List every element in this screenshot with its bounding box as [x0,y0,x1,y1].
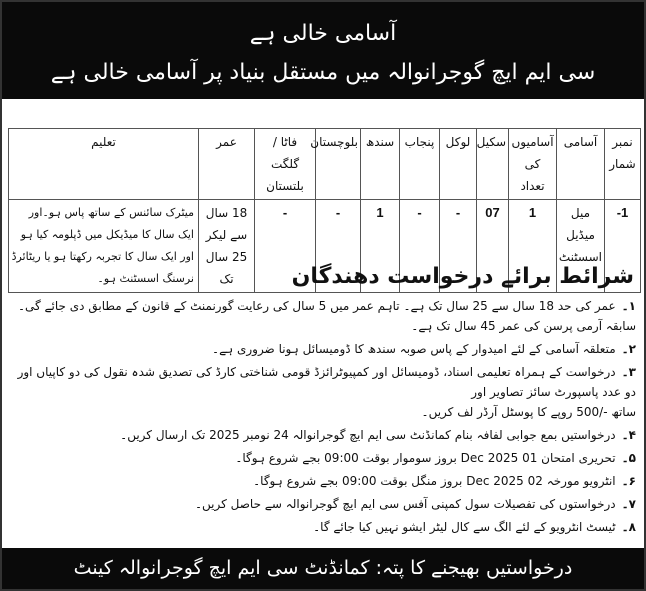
conditions-heading: شرائط برائے درخواست دھندگان [291,264,634,289]
col-age: عمر [199,129,255,200]
condition-index: ۸۔ [621,520,636,534]
cell-local: - [440,200,477,293]
condition-item [10,517,636,537]
conditions-list [10,296,636,540]
condition-index: ۷۔ [621,497,636,511]
condition-item [10,448,636,468]
condition-index: ۳۔ [621,365,636,379]
cell-punjab: - [400,200,440,293]
cell-age: 18 سال سے لیکر 25 سال تک [199,200,255,293]
condition-text: ٹیسٹ انٹرویو کے لئے الگ سے کال لیٹر ایشو نہیں کیا جائے گا۔ [313,520,616,534]
condition-index: ۱۔ [621,299,636,313]
condition-text: درخواستیں بمع جوابی لفافہ بنام کمانڈنٹ سی ایم ایچ گوجرانوالہ 24 نومبر 2025 تک ارسال کریں۔ [120,428,616,442]
col-serial: نمبر شمار [605,129,641,200]
condition-text: تحریری امتحان 01 Dec 2025 بروز سوموار بوقت 09:00 بجے شروع ہوگا۔ [235,451,616,465]
cell-scale: 07 [477,200,509,293]
table-header-row [9,129,641,200]
condition-index: ۶۔ [621,474,636,488]
condition-item [10,425,636,445]
cell-balochistan: - [316,200,361,293]
col-sindh: سندھ [361,129,400,200]
condition-text: عمر کی حد 18 سال سے 25 سال تک ہے۔ تاہم عمر میں 5 سال کی رعایت گورنمنٹ کے قانون کے مطابق دی جائے گی۔ سابقہ آرمی پرسن کی عمر 45 سال تک ہے۔ [17,299,636,333]
col-post: آسامی [557,129,605,200]
cell-fata-gb: - [255,200,316,293]
condition-text: انٹرویو مورخہ 02 Dec 2025 بروز منگل بوقت 09:00 بجے شروع ہوگا۔ [253,474,616,488]
col-education: تعلیم [9,129,199,200]
cell-count: 1 [509,200,557,293]
header-banner [2,2,644,99]
condition-index: ۴۔ [621,428,636,442]
condition-item [10,471,636,491]
condition-index: ۲۔ [621,342,636,356]
col-count: آسامیوں کی تعداد [509,129,557,200]
cell-education: میٹرک سائنس کے ساتھ پاس ہو۔اور ایک سال کا میڈیکل میں ڈپلومہ کیا ہو اور ایک سال کا تجربہ رکھتا ہو یا ریٹائرڈ نرسنگ اسسٹنٹ ہو۔ [9,200,199,293]
col-balochistan: بلوچستان [316,129,361,200]
condition-continuation: ساتھ -/500 روپے کا پوسٹل آرڈر لف کریں۔ [421,405,636,419]
condition-item [10,339,636,359]
col-local: لوکل [440,129,477,200]
condition-text: درخواست کے ہمراہ تعلیمی اسناد، ڈومیسائل اور کمپیوٹرائزڈ قومی شناختی کارڈ کی تصدیق شدہ نقول کی دو کاپیاں اور دو عدد پاسپورٹ سائز تصاویر اور [17,365,636,399]
footer-address-banner [2,548,644,589]
condition-item [10,494,636,514]
cell-post: میل میڈیل اسسٹنٹ [557,200,605,293]
col-scale: سکیل [477,129,509,200]
condition-item [10,296,636,336]
header-title: آسامی خالی ہے [249,21,397,46]
condition-index: ۵۔ [621,451,636,465]
cell-sindh: 1 [361,200,400,293]
header-subtitle: سی ایم ایچ گوجرانوالہ میں مستقل بنیاد پر آسامی خالی ہے [50,60,596,85]
footer-address: درخواستیں بھیجنے کا پتہ: کمانڈنٹ سی ایم ایچ گوجرانوالہ کینٹ [73,557,573,579]
col-fata-gb: فاٹا / گلگت بلتستان [255,129,316,200]
cell-serial: 1- [605,200,641,293]
condition-text: متعلقہ آسامی کے لئے امیدوار کے پاس صوبہ سندھ کا ڈومیسائل ہونا ضروری ہے۔ [212,342,616,356]
condition-item [10,362,636,422]
col-punjab: پنجاب [400,129,440,200]
condition-text: درخواستوں کی تفصیلات سول کمپنی آفس سی ایم ایچ گوجرانوالہ سے حاصل کریں۔ [194,497,616,511]
